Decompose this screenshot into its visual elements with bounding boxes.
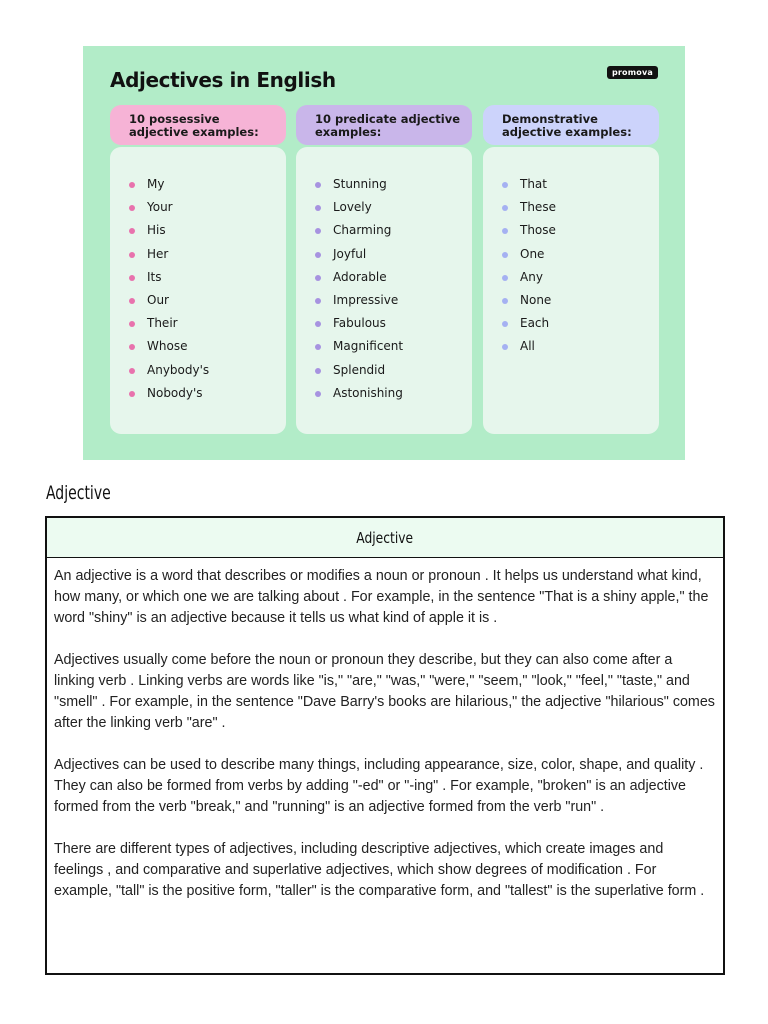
paragraph: An adjective is a word that describes or modifies a noun or pronoun . It helps us understand what kind, how many, or which one we are talking about . For example, in the sentence "That is a shiny apple," the word "shiny" is an adjective because it tells us what kind of apple it is . (54, 568, 709, 626)
bullet-icon (502, 252, 508, 258)
table-header-label: Adjective (356, 528, 414, 547)
list-item: Magnificent (315, 339, 472, 362)
predicate-column (296, 105, 472, 434)
list-item: One (502, 247, 659, 270)
bullet-icon (315, 298, 321, 304)
bullet-icon (502, 228, 508, 234)
adjective-table (45, 516, 725, 975)
list-item: Impressive (315, 293, 472, 316)
bullet-icon (502, 344, 508, 350)
bullet-icon (129, 344, 135, 350)
bullet-icon (315, 252, 321, 258)
possessive-column-body (110, 147, 286, 434)
bullet-icon (315, 182, 321, 188)
bullet-icon (129, 205, 135, 211)
bullet-icon (129, 228, 135, 234)
section-heading: Adjective (46, 482, 111, 504)
possessive-list (129, 177, 286, 409)
list-item: Each (502, 316, 659, 339)
bullet-icon (129, 368, 135, 374)
bullet-icon (129, 252, 135, 258)
list-item: Your (129, 200, 286, 223)
possessive-column (110, 105, 286, 434)
list-item: None (502, 293, 659, 316)
adjectives-infographic (83, 46, 685, 460)
list-item: Adorable (315, 270, 472, 293)
bullet-icon (502, 205, 508, 211)
list-item: Charming (315, 223, 472, 246)
bullet-icon (315, 228, 321, 234)
bullet-icon (129, 275, 135, 281)
bullet-icon (502, 275, 508, 281)
table-header (47, 518, 723, 558)
bullet-icon (129, 391, 135, 397)
demonstrative-column (483, 105, 659, 434)
list-item: Joyful (315, 247, 472, 270)
list-item: Fabulous (315, 316, 472, 339)
list-item: Those (502, 223, 659, 246)
list-item: All (502, 339, 659, 362)
list-item: Her (129, 247, 286, 270)
predicate-column-heading: 10 predicate adjective examples: (296, 105, 472, 145)
bullet-icon (129, 321, 135, 327)
bullet-icon (129, 298, 135, 304)
bullet-icon (315, 275, 321, 281)
list-item: Our (129, 293, 286, 316)
bullet-icon (315, 344, 321, 350)
predicate-column-body (296, 147, 472, 434)
paragraph: Adjectives can be used to describe many things, including appearance, size, color, shape, and quality . They can also be formed from verbs by adding "-ed" or "-ing" . For example, "broken" is an adjective formed from the verb "break," and "running" is an adjective formed from the verb "run" . (54, 757, 704, 815)
bullet-icon (502, 321, 508, 327)
bullet-icon (129, 182, 135, 188)
paragraph: Adjectives usually come before the noun or pronoun they describe, but they can also come after a linking verb . Linking verbs are words like "is," "are," "was," "were," "seem," "look," "feel," "taste," and "smell" . For example, in the sentence "Dave Barry's books are hilarious," the adjective "hilarious" comes after the linking verb "are" . (54, 652, 715, 731)
bullet-icon (315, 391, 321, 397)
list-item: Whose (129, 339, 286, 362)
bullet-icon (315, 205, 321, 211)
demonstrative-list (502, 177, 659, 363)
table-body (47, 558, 723, 902)
list-item: My (129, 177, 286, 200)
list-item: That (502, 177, 659, 200)
predicate-list (315, 177, 472, 409)
demonstrative-column-heading: Demonstrative adjective examples: (483, 105, 659, 145)
list-item: Nobody's (129, 386, 286, 409)
bullet-icon (315, 368, 321, 374)
list-item: Splendid (315, 363, 472, 386)
infographic-title: Adjectives in English (110, 68, 336, 92)
list-item: Lovely (315, 200, 472, 223)
list-item: Any (502, 270, 659, 293)
list-item: Their (129, 316, 286, 339)
bullet-icon (315, 321, 321, 327)
list-item: Anybody's (129, 363, 286, 386)
list-item: Stunning (315, 177, 472, 200)
list-item: His (129, 223, 286, 246)
possessive-column-heading: 10 possessive adjective examples: (110, 105, 286, 145)
bullet-icon (502, 298, 508, 304)
list-item: Its (129, 270, 286, 293)
list-item: These (502, 200, 659, 223)
list-item: Astonishing (315, 386, 472, 409)
paragraph: There are different types of adjectives, including descriptive adjectives, which create images and feelings , and comparative and superlative adjectives, which show degrees of modification . For example, "tall" is the positive form, "taller" is the comparative form, and "tallest" is the superlative form . (54, 841, 705, 899)
brand-logo: promova (607, 66, 658, 79)
bullet-icon (502, 182, 508, 188)
demonstrative-column-body (483, 147, 659, 434)
